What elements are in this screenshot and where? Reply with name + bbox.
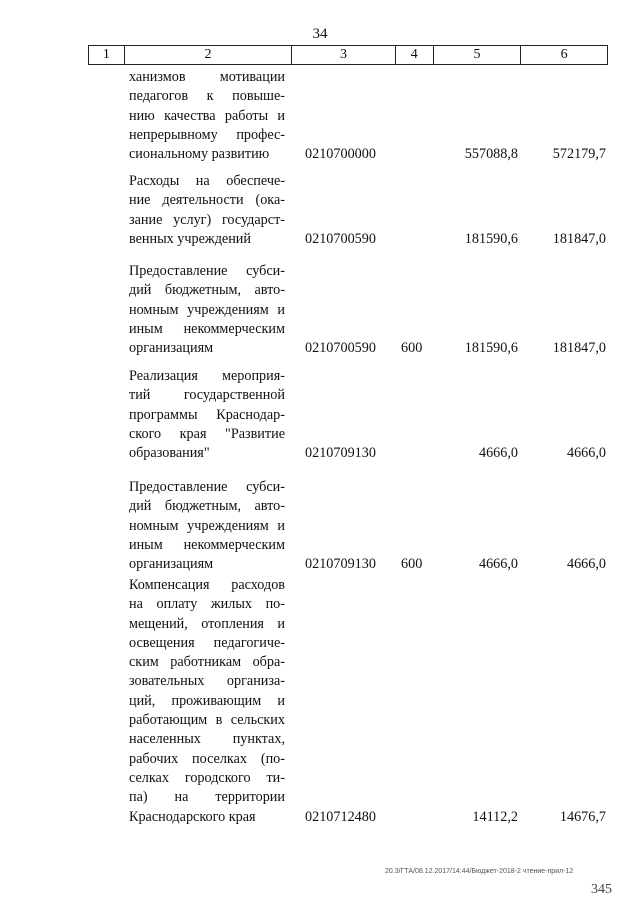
header-col-2: 2: [125, 46, 292, 64]
header-col-1: 1: [89, 46, 125, 64]
table-row: [0, 262, 640, 359]
table-row: [0, 172, 640, 249]
row-value-col6: 181847,0: [552, 230, 606, 247]
row-code: 0210700000: [305, 146, 376, 163]
page-number: 34: [312, 26, 328, 42]
description-line: иным некоммерческим: [129, 320, 285, 337]
row-value-col6: 4666,0: [566, 445, 606, 462]
row-code: 0210700590: [305, 230, 376, 247]
description-line: дий бюджетным, авто-: [129, 282, 285, 299]
table-row: [0, 576, 640, 827]
description-line: ханизмов мотивации: [129, 69, 285, 85]
header-col-4: 4: [396, 46, 434, 64]
row-value-col5: 181590,6: [464, 230, 518, 247]
description-line: венных учреждений: [129, 230, 251, 247]
row-value-col6: 572179,7: [552, 146, 606, 163]
description-line: селках городского ти-: [129, 769, 285, 786]
row-description: [129, 478, 285, 574]
sheet-number: 345: [591, 882, 612, 897]
description-line: освещения педагогиче-: [129, 634, 285, 651]
description-line: Предоставление субси-: [129, 479, 285, 495]
row-value-col5: 557088,8: [464, 146, 518, 163]
description-line: Расходы на обеспече-: [129, 173, 285, 189]
description-line: работающим в сельских: [129, 712, 285, 729]
description-line: Компенсация расходов: [129, 577, 285, 593]
row-value-col5: 4666,0: [478, 556, 518, 573]
description-line: мещений, отопления и: [129, 615, 285, 632]
table-row: [0, 68, 640, 165]
footer-stamp: 20.3/ГТА/08.12.2017/14:44/Бюджет-2018-2 чтение-прил-12: [385, 868, 574, 875]
description-line: тий государственной: [129, 387, 285, 404]
description-line: ским работникам обра-: [129, 654, 285, 671]
description-line: дий бюджетным, авто-: [129, 498, 285, 515]
row-code: 0210712480: [305, 808, 376, 825]
row-expense-type: 600: [401, 556, 423, 573]
table-row: [0, 478, 640, 575]
description-line: педагогов к повыше-: [129, 88, 285, 105]
description-line: организациям: [129, 340, 214, 357]
row-value-col6: 181847,0: [552, 340, 606, 357]
row-description: [129, 576, 285, 827]
description-line: сиональному развитию: [129, 146, 270, 163]
row-value-col6: 4666,0: [566, 556, 606, 573]
header-col-3: 3: [292, 46, 396, 64]
description-line: ций, проживающим и: [129, 692, 285, 709]
description-line: рабочих поселках (по-: [129, 750, 285, 767]
row-description: [129, 68, 285, 164]
description-line: Предоставление субси-: [129, 263, 285, 279]
description-line: зание услуг) государст-: [129, 211, 285, 228]
table-header: [88, 45, 608, 65]
description-line: образования": [129, 445, 210, 462]
row-value-col5: 14112,2: [472, 808, 518, 825]
description-line: иным некоммерческим: [129, 536, 285, 553]
description-line: номным учреждениям и: [129, 517, 285, 534]
row-code: 0210709130: [305, 556, 376, 573]
description-line: непрерывному профес-: [129, 126, 285, 143]
description-line: программы Краснодар-: [129, 406, 285, 423]
row-description: [129, 367, 285, 463]
row-value-col6: 14676,7: [559, 808, 606, 825]
description-line: нию качества работы и: [129, 107, 285, 124]
row-code: 0210700590: [305, 340, 376, 357]
description-line: Реализация мероприя-: [129, 368, 285, 384]
row-description: [129, 262, 285, 358]
description-line: на оплату жилых по-: [129, 596, 285, 613]
table-row: [0, 367, 640, 464]
row-expense-type: 600: [401, 340, 423, 357]
header-col-6: 6: [560, 47, 568, 62]
header-col-5: 5: [434, 46, 522, 64]
description-line: населенных пунктах,: [129, 731, 285, 748]
description-line: зовательных организа-: [129, 673, 285, 690]
description-line: Краснодарского края: [129, 808, 256, 825]
row-value-col5: 181590,6: [464, 340, 518, 357]
row-code: 0210709130: [305, 445, 376, 462]
description-line: ние деятельности (ока-: [129, 192, 285, 209]
row-description: [129, 172, 285, 249]
description-line: организациям: [129, 556, 214, 573]
row-value-col5: 4666,0: [478, 445, 518, 462]
description-line: номным учреждениям и: [129, 301, 285, 318]
description-line: ского края "Развитие: [129, 425, 285, 442]
description-line: па) на территории: [129, 789, 285, 806]
